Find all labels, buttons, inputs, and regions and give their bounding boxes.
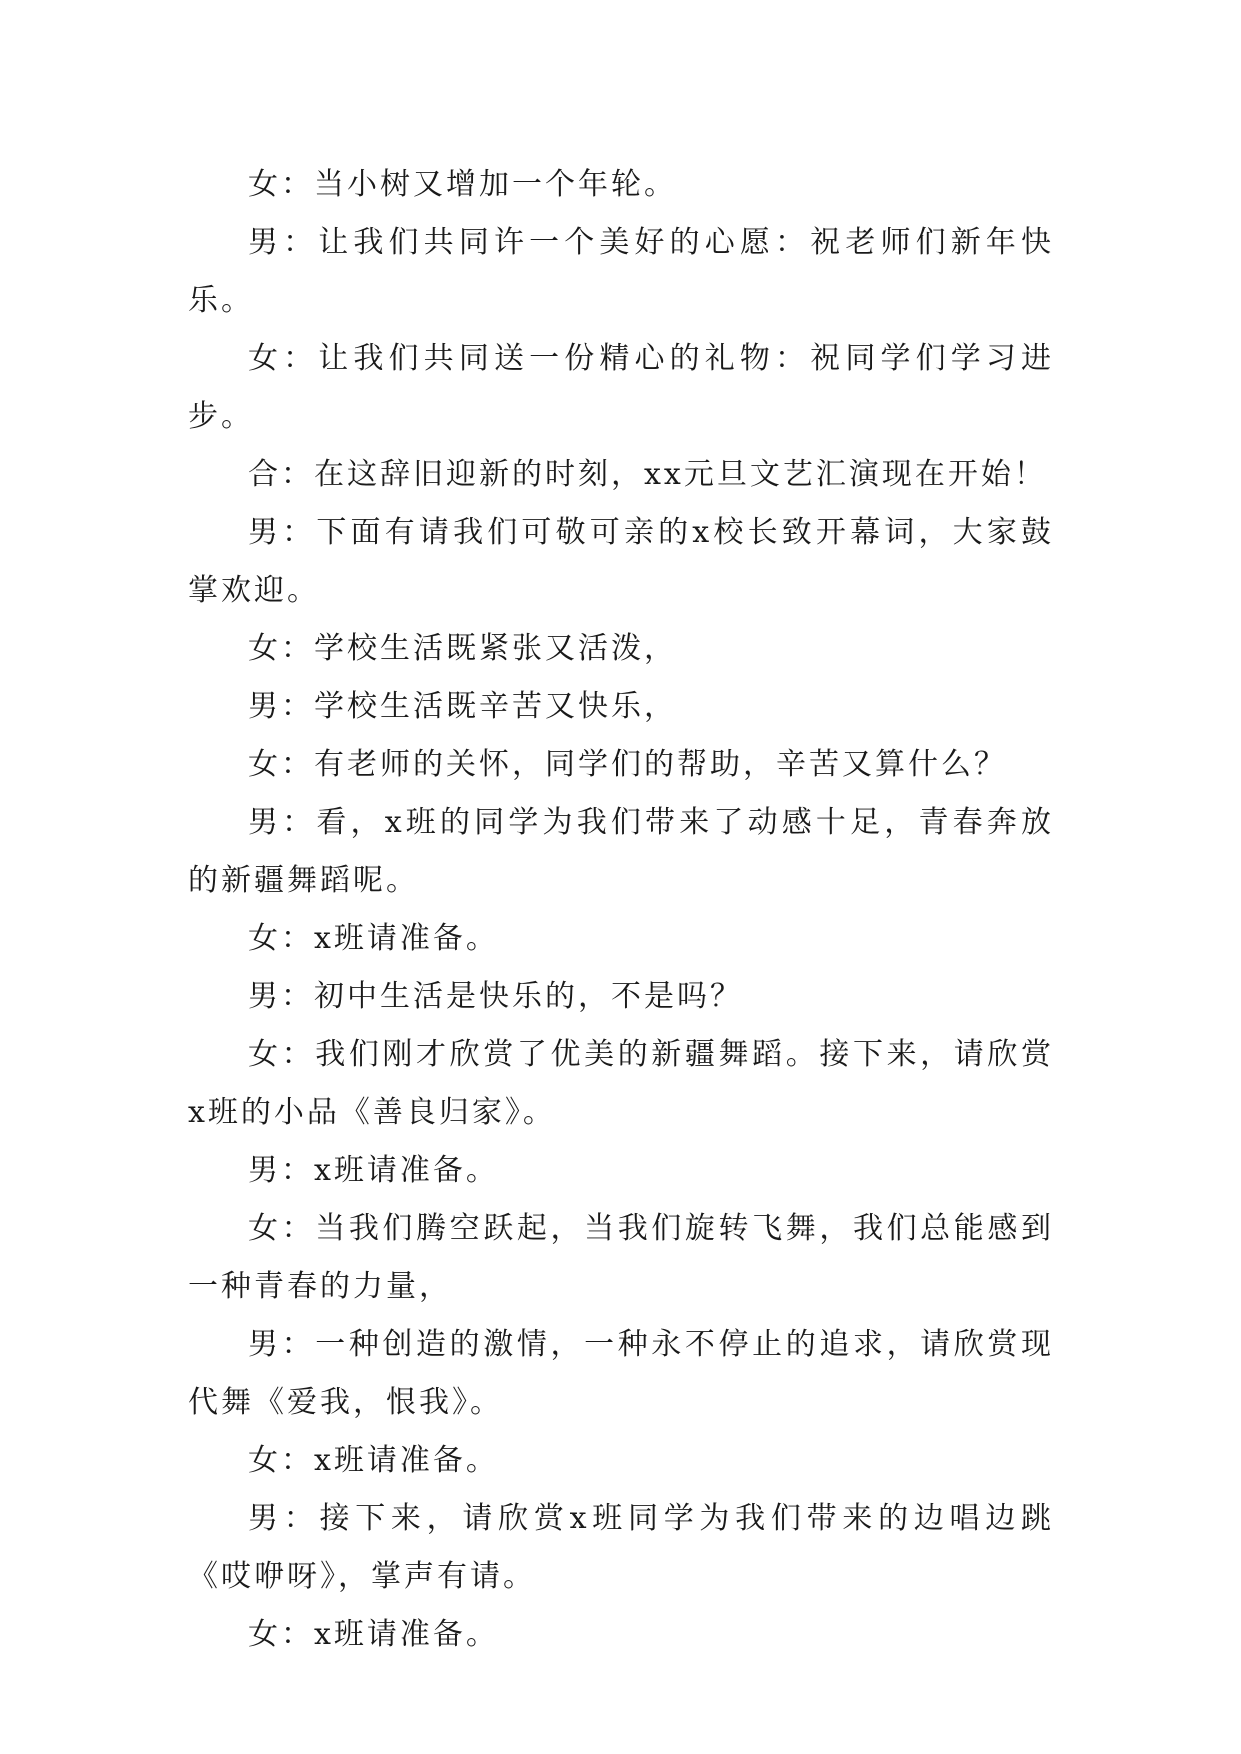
paragraph: 女：让我们共同送一份精心的礼物：祝同学们学习进步。	[188, 341, 1054, 434]
paragraph: 女：x班请准备。	[248, 921, 499, 956]
paragraph: 女：有老师的关怀，同学们的帮助，辛苦又算什么？	[248, 747, 1007, 782]
paragraph: 男：初中生活是快乐的，不是吗？	[248, 979, 743, 1014]
paragraph: 女：当小树又增加一个年轮。	[248, 167, 677, 202]
paragraph: 男：接下来，请欣赏x班同学为我们带来的边唱边跳《哎咿呀》，掌声有请。	[188, 1501, 1054, 1594]
paragraph: 男：学校生活既辛苦又快乐，	[248, 689, 677, 724]
paragraph: 男：下面有请我们可敬可亲的x校长致开幕词，大家鼓掌欢迎。	[188, 515, 1054, 608]
paragraph: 女：学校生活既紧张又活泼，	[248, 631, 677, 666]
document-body	[188, 156, 1054, 1664]
paragraph: 男：看，x班的同学为我们带来了动感十足，青春奔放的新疆舞蹈呢。	[188, 805, 1054, 898]
paragraph: 女：当我们腾空跃起，当我们旋转飞舞，我们总能感到一种青春的力量，	[188, 1211, 1054, 1304]
paragraph: 女：我们刚才欣赏了优美的新疆舞蹈。接下来，请欣赏x班的小品《善良归家》。	[188, 1037, 1054, 1130]
paragraph: 合：在这辞旧迎新的时刻，xx元旦文艺汇演现在开始！	[248, 457, 1047, 492]
paragraph: 女：x班请准备。	[248, 1443, 499, 1478]
paragraph: 男：一种创造的激情，一种永不停止的追求，请欣赏现代舞《爱我，恨我》。	[188, 1327, 1054, 1420]
paragraph: 女：x班请准备。	[248, 1617, 499, 1652]
paragraph: 男：x班请准备。	[248, 1153, 499, 1188]
paragraph: 男：让我们共同许一个美好的心愿：祝老师们新年快乐。	[188, 225, 1054, 318]
